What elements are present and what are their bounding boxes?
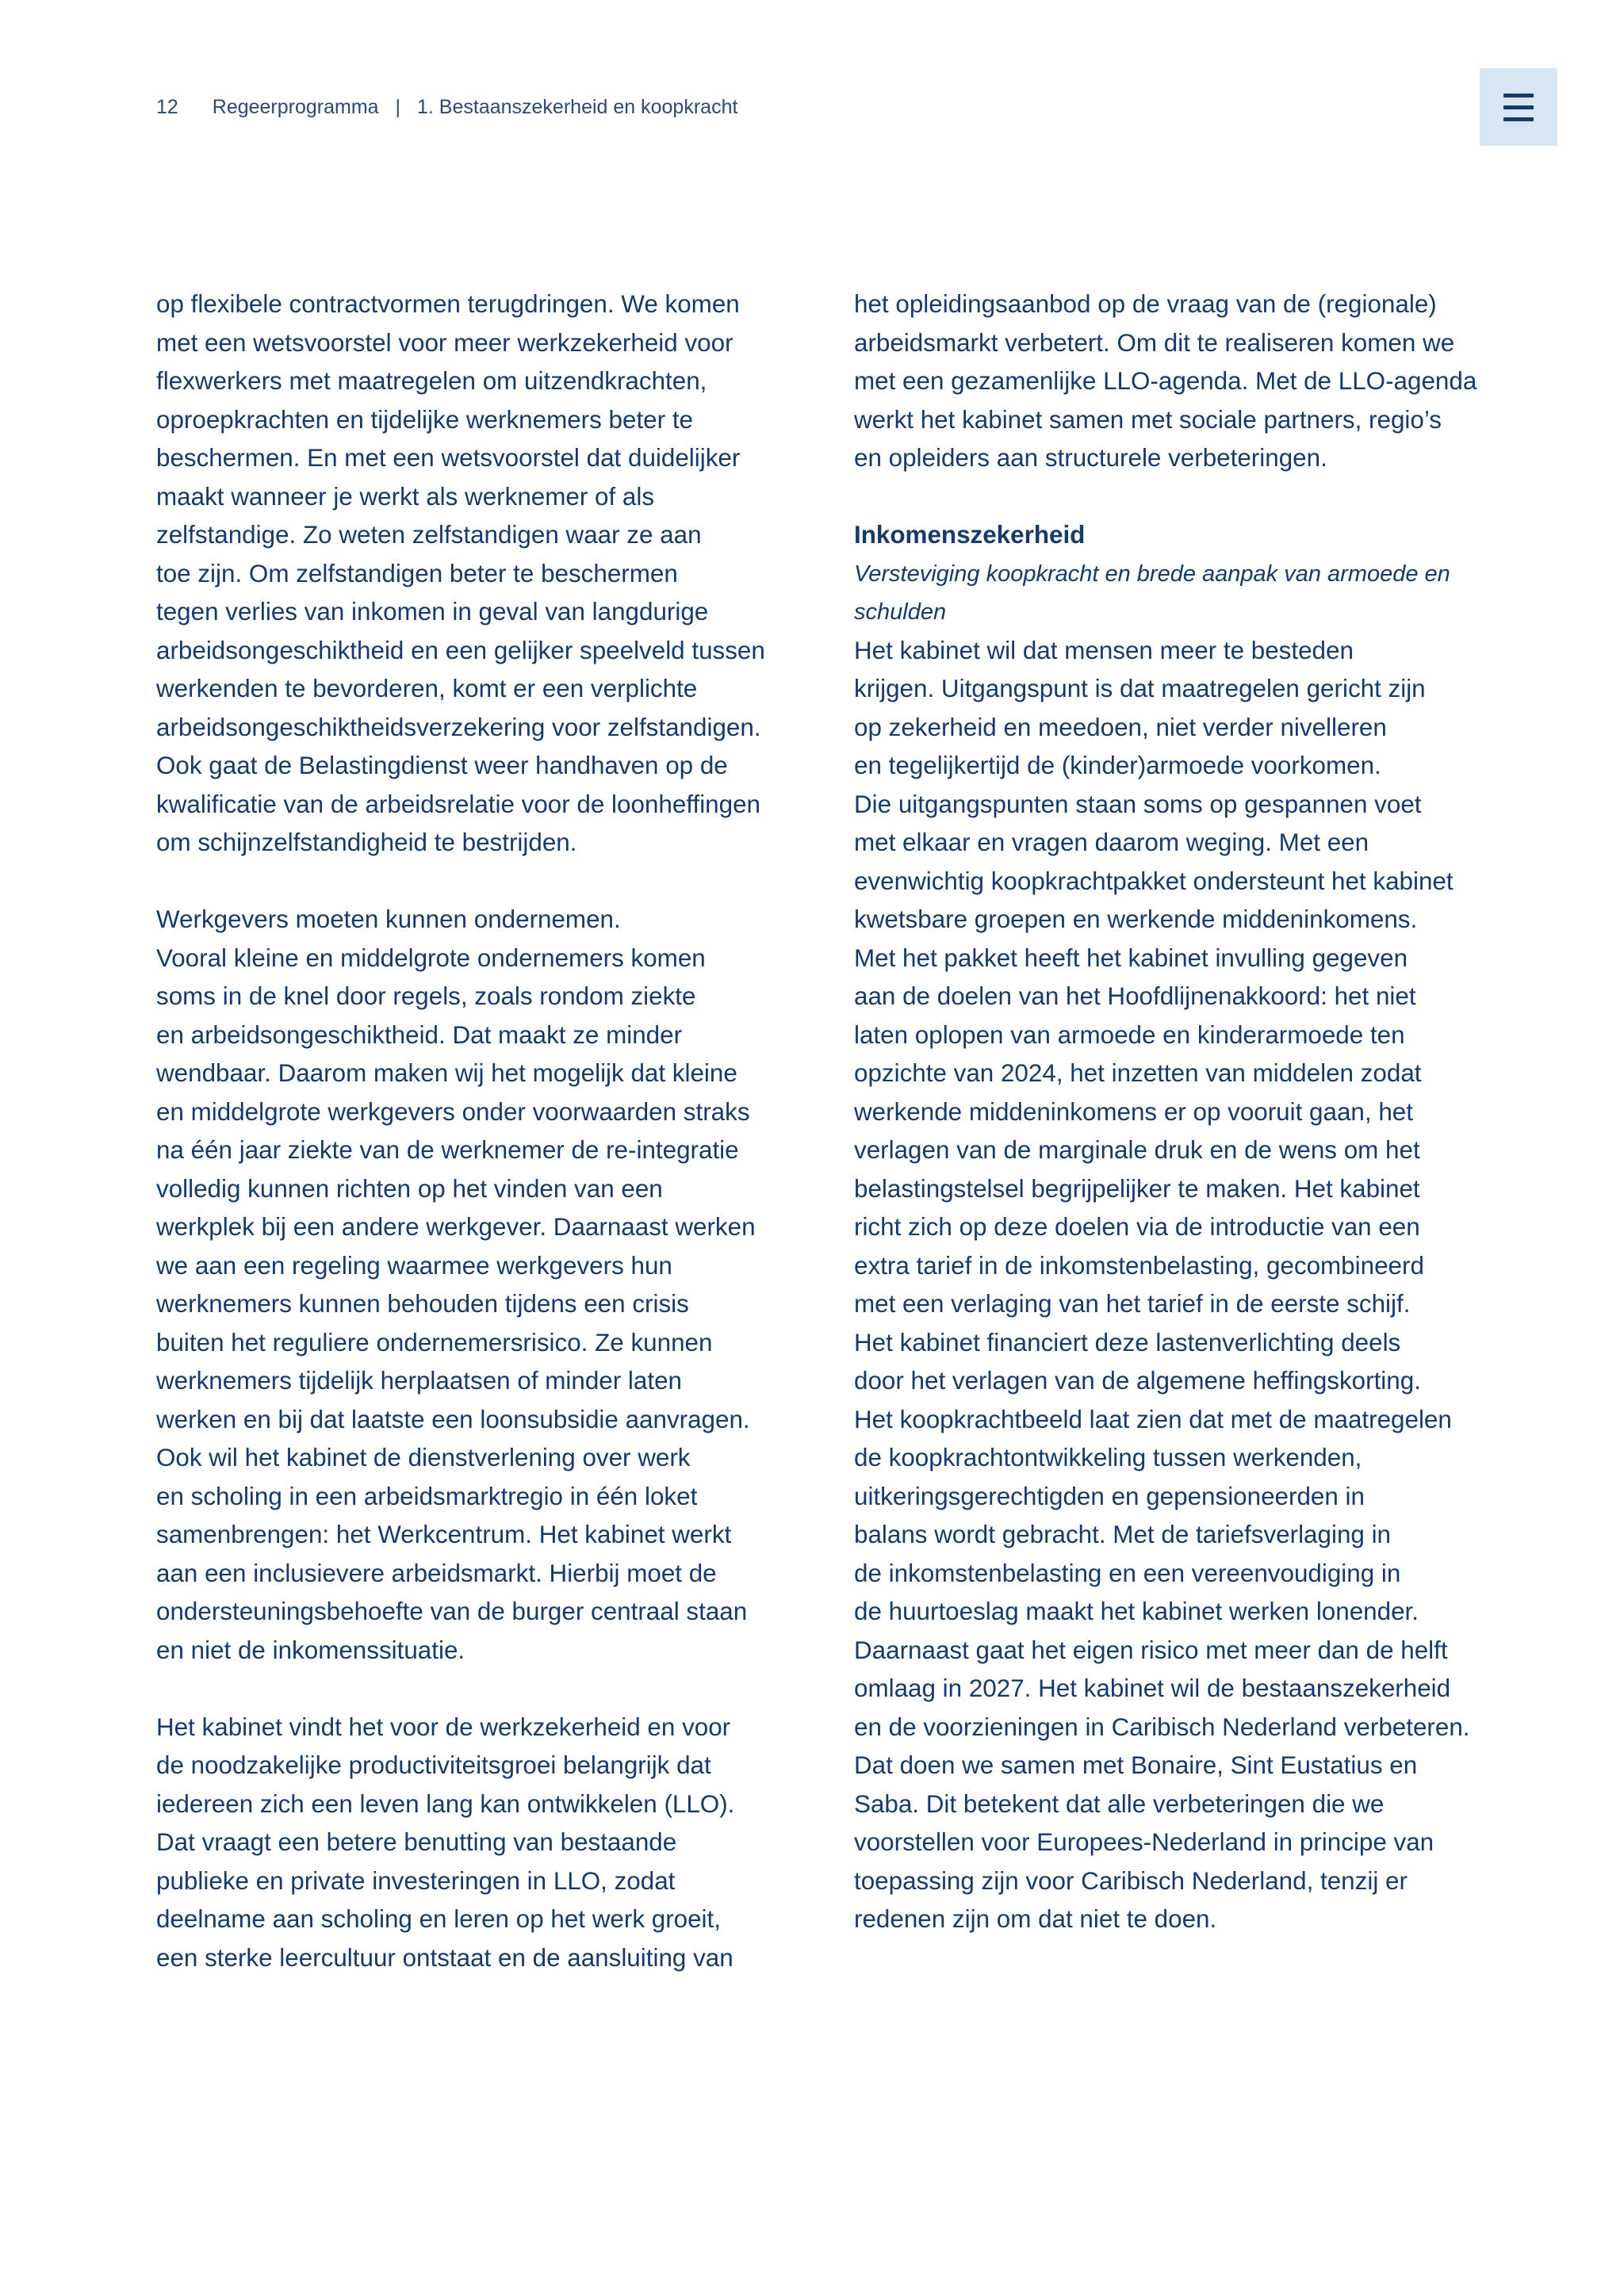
text-line: flexwerkers met maatregelen om uitzendkrachten, <box>156 367 707 395</box>
text-line: en tegelijkertijd de (kinder)armoede voorkomen. <box>854 752 1381 779</box>
text-line: kwetsbare groepen en werkende middeninkomens. <box>854 905 1418 933</box>
paragraph <box>854 285 1488 478</box>
text-line: voorstellen voor Europees-Nederland in principe van <box>854 1828 1434 1856</box>
right-column <box>854 285 1488 1939</box>
text-line: werken en bij dat laatste een loonsubsidie aanvragen. <box>156 1405 750 1433</box>
text-line: krijgen. Uitgangspunt is dat maatregelen gericht zijn <box>854 675 1426 702</box>
text-line: en scholing in een arbeidsmarktregio in één loket <box>156 1482 698 1510</box>
text-line: de noodzakelijke productiviteitsgroei belangrijk dat <box>156 1751 711 1779</box>
text-line: Versteviging koopkracht en brede aanpak van armoede en <box>854 561 1450 587</box>
text-line: aan een inclusievere arbeidsmarkt. Hierbij moet de <box>156 1559 717 1587</box>
text-line: Ook gaat de Belastingdienst weer handhaven op de <box>156 752 728 779</box>
text-line: werkenden te bevorderen, komt er een verplichte <box>156 675 698 702</box>
text-line: met een wetsvoorstel voor meer werkzekerheid voor <box>156 328 733 357</box>
text-line: een sterke leercultuur ontstaat en de aansluiting van <box>156 1943 733 1972</box>
text-line: aan de doelen van het Hoofdlijnenakkoord: het niet <box>854 982 1416 1010</box>
text-line: de huurtoeslag maakt het kabinet werken lonender. <box>854 1598 1419 1625</box>
text-line: kwalificatie van de arbeidsrelatie voor de loonheffingen <box>156 790 761 818</box>
text-line: volledig kunnen richten op het vinden van een <box>156 1174 663 1203</box>
text-line: toe zijn. Om zelfstandigen beter te beschermen <box>156 559 678 587</box>
text-line: Vooral kleine en middelgrote ondernemers komen <box>156 943 706 972</box>
text-line: richt zich op deze doelen via de introductie van een <box>854 1213 1420 1241</box>
section-inkomenszekerheid <box>854 516 1488 1939</box>
text-line: beschermen. En met een wetsvoorstel dat duidelijker <box>156 444 741 472</box>
text-line: werknemers kunnen behouden tijdens een crisis <box>156 1290 689 1318</box>
paragraph <box>854 632 1488 1939</box>
text-line: maakt wanneer je werkt als werknemer of als <box>156 482 655 511</box>
text-line: arbeidsmarkt verbetert. Om dit te realiseren komen we <box>854 328 1455 357</box>
text-line: arbeidsongeschiktheid en een gelijker speelveld tussen <box>156 636 765 664</box>
text-line: en opleiders aan structurele verbeteringen. <box>854 444 1327 472</box>
text-line: Het koopkrachtbeeld laat zien dat met de maatregelen <box>854 1405 1452 1433</box>
text-line: arbeidsongeschiktheidsverzekering voor zelfstandigen. <box>156 713 761 741</box>
page-header <box>156 95 737 119</box>
text-line: door het verlagen van de algemene heffingskorting. <box>854 1367 1421 1395</box>
text-line: en niet de inkomenssituatie. <box>156 1636 465 1664</box>
paragraph <box>156 285 791 863</box>
section-heading: Inkomenszekerheid <box>854 521 1086 549</box>
text-line: wendbaar. Daarom maken wij het mogelijk dat kleine <box>156 1059 737 1087</box>
text-line: opzichte van 2024, het inzetten van middelen zodat <box>854 1059 1422 1087</box>
page-number: 12 <box>156 96 178 118</box>
text-line: Daarnaast gaat het eigen risico met meer dan de helft <box>854 1636 1448 1664</box>
text-line: deelname aan scholing en leren op het werk groeit, <box>156 1905 721 1933</box>
text-line: redenen zijn om dat niet te doen. <box>854 1905 1217 1933</box>
paragraph <box>156 901 791 1670</box>
text-line: tegen verlies van inkomen in geval van langdurige <box>156 598 709 626</box>
text-line: samenbrengen: het Werkcentrum. Het kabinet werkt <box>156 1521 732 1548</box>
text-line: Werkgevers moeten kunnen ondernemen. <box>156 905 621 933</box>
text-line: iedereen zich een leven lang kan ontwikkelen (LLO). <box>156 1789 735 1818</box>
text-line: Het kabinet wil dat mensen meer te besteden <box>854 636 1354 664</box>
section-subheading <box>854 555 1488 632</box>
text-line: de inkomstenbelasting en een vereenvoudiging in <box>854 1559 1401 1587</box>
left-column <box>156 285 791 2016</box>
text-line: extra tarief in de inkomstenbelasting, gecombineerd <box>854 1251 1424 1280</box>
text-line: Die uitgangspunten staan soms op gespannen voet <box>854 790 1422 818</box>
chapter-title: 1. Bestaanszekerheid en koopkracht <box>417 96 738 118</box>
paragraph <box>156 1709 791 1978</box>
document-title: Regeerprogramma <box>212 96 379 118</box>
text-line: met een gezamenlijke LLO-agenda. Met de LLO-agenda <box>854 367 1477 395</box>
text-line: werkt het kabinet samen met sociale partners, regio’s <box>854 405 1442 434</box>
text-line: publieke en private investeringen in LLO, zodat <box>156 1866 676 1895</box>
text-line: ondersteuningsbehoefte van de burger centraal staan <box>156 1598 748 1625</box>
text-line: met elkaar en vragen daarom weging. Met een <box>854 828 1369 856</box>
text-line: Met het pakket heeft het kabinet invulling gegeven <box>854 943 1408 972</box>
text-line: we aan een regeling waarmee werkgevers hun <box>156 1251 672 1280</box>
text-line: het opleidingsaanbod op de vraag van de (regionale) <box>854 290 1437 318</box>
text-line: Dat doen we samen met Bonaire, Sint Eustatius en <box>854 1751 1418 1779</box>
text-line: Ook wil het kabinet de dienstverlening over werk <box>156 1444 691 1471</box>
text-line: en de voorzieningen in Caribisch Nederland verbeteren. <box>854 1712 1470 1741</box>
text-line: Het kabinet vindt het voor de werkzekerheid en voor <box>156 1712 731 1741</box>
text-line: om schijnzelfstandigheid te bestrijden. <box>156 828 577 856</box>
text-line: Saba. Dit betekent dat alle verbeteringen die we <box>854 1789 1385 1818</box>
text-line: laten oplopen van armoede en kinderarmoede ten <box>854 1020 1405 1049</box>
text-line: omlaag in 2027. Het kabinet wil de bestaanszekerheid <box>854 1674 1451 1702</box>
text-line: op zekerheid en meedoen, niet verder nivelleren <box>854 713 1387 741</box>
text-line: en middelgrote werkgevers onder voorwaarden straks <box>156 1097 750 1126</box>
text-line: oproepkrachten en tijdelijke werknemers beter te <box>156 405 693 434</box>
text-line: buiten het reguliere ondernemersrisico. Ze kunnen <box>156 1328 713 1357</box>
text-line: na één jaar ziekte van de werknemer de re-integratie <box>156 1136 739 1164</box>
text-line: soms in de knel door regels, zoals rondom ziekte <box>156 982 696 1010</box>
text-line: evenwichtig koopkrachtpakket ondersteunt het kabinet <box>854 867 1454 895</box>
menu-button[interactable] <box>1480 68 1557 146</box>
text-line: schulden <box>854 599 947 625</box>
text-line: balans wordt gebracht. Met de tariefsverlaging in <box>854 1521 1392 1548</box>
text-line: de koopkrachtontwikkeling tussen werkenden, <box>854 1444 1362 1471</box>
text-line: Het kabinet financiert deze lastenverlichting deels <box>854 1328 1401 1357</box>
text-line: werkplek bij een andere werkgever. Daarnaast werken <box>156 1213 756 1241</box>
text-line: zelfstandige. Zo weten zelfstandigen waar ze aan <box>156 521 702 549</box>
text-line: toepassing zijn voor Caribisch Nederland, tenzij er <box>854 1866 1408 1895</box>
text-line: werkende middeninkomens er op vooruit gaan, het <box>854 1097 1413 1126</box>
text-line: met een verlaging van het tarief in de eerste schijf. <box>854 1290 1411 1318</box>
text-line: verlagen van de marginale druk en de wens om het <box>854 1136 1420 1164</box>
text-line: uitkeringsgerechtigden en gepensioneerden in <box>854 1482 1365 1510</box>
text-line: werknemers tijdelijk herplaatsen of minder laten <box>156 1367 683 1395</box>
text-line: Dat vraagt een betere benutting van bestaande <box>156 1828 677 1856</box>
text-line: en arbeidsongeschiktheid. Dat maakt ze minder <box>156 1020 683 1049</box>
text-line: op flexibele contractvormen terugdringen. We komen <box>156 290 740 318</box>
text-line: belastingstelsel begrijpelijker te maken. Het kabinet <box>854 1174 1420 1203</box>
header-separator: | <box>395 96 401 118</box>
